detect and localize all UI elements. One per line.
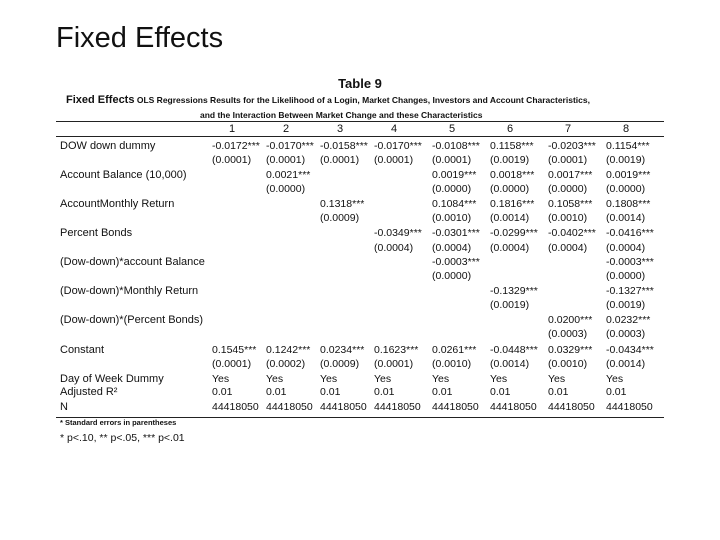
table-cell: (0.0001) — [374, 358, 414, 370]
table-cell: 0.1318*** — [320, 198, 365, 210]
column-header-6: 6 — [506, 123, 514, 135]
row-label: DOW down dummy — [60, 140, 156, 152]
table-cell: (0.0010) — [432, 212, 472, 224]
table-cell: (0.0004) — [490, 242, 530, 254]
table-cell: (0.0019) — [606, 299, 646, 311]
column-header-7: 7 — [564, 123, 572, 135]
table-cell: (0.0019) — [490, 154, 530, 166]
table-cell: (0.0014) — [490, 358, 530, 370]
table-cell: -0.0203*** — [548, 140, 596, 152]
table-cell: (0.0001) — [212, 358, 252, 370]
table-cell: Yes — [490, 373, 508, 385]
row-label: AccountMonthly Return — [60, 198, 175, 210]
table-cell: 44418050 — [374, 401, 421, 413]
table-cell: 0.01 — [320, 386, 341, 398]
table-cell: 44418050 — [320, 401, 367, 413]
subtitle-rest: OLS Regressions Results for the Likelihood of a Login, Market Changes, Investors and Account Characteristics, — [136, 95, 590, 105]
table-cell: (0.0004) — [548, 242, 588, 254]
table-cell: (0.0010) — [548, 212, 588, 224]
column-header-8: 8 — [622, 123, 630, 135]
table-cell: (0.0003) — [548, 328, 588, 340]
table-cell: 0.01 — [374, 386, 395, 398]
table-cell: (0.0010) — [548, 358, 588, 370]
table-cell: (0.0014) — [606, 358, 646, 370]
table-cell: (0.0002) — [266, 358, 306, 370]
table-cell: (0.0014) — [490, 212, 530, 224]
table-cell: 44418050 — [606, 401, 653, 413]
table-cell: -0.0416*** — [606, 227, 654, 239]
table-cell: (0.0010) — [432, 358, 472, 370]
table-cell: (0.0000) — [266, 183, 306, 195]
table-cell: 0.0019*** — [432, 169, 477, 181]
table-cell: 44418050 — [212, 401, 259, 413]
table-cell: 0.1545*** — [212, 344, 257, 356]
table-cell: (0.0003) — [606, 328, 646, 340]
table-cell: Yes — [606, 373, 624, 385]
top-rule — [56, 121, 664, 122]
table-cell: 0.1623*** — [374, 344, 419, 356]
footnote-standard-errors: * Standard errors in parentheses — [60, 418, 177, 427]
table-cell: 0.1242*** — [266, 344, 311, 356]
table-cell: 0.01 — [606, 386, 627, 398]
table-cell: Yes — [212, 373, 230, 385]
table-cell: 0.1058*** — [548, 198, 593, 210]
table-cell: 44418050 — [490, 401, 537, 413]
table-cell: 0.01 — [432, 386, 453, 398]
table-cell: (0.0001) — [374, 154, 414, 166]
table-title: Table 9 — [338, 76, 382, 91]
table-cell: Yes — [266, 373, 284, 385]
table-cell: 0.0200*** — [548, 314, 593, 326]
row-label: Account Balance (10,000) — [60, 169, 187, 181]
table-cell: (0.0000) — [606, 183, 646, 195]
table-cell: 0.1158*** — [490, 140, 534, 152]
table-cell: 0.01 — [212, 386, 233, 398]
table-cell: 0.0017*** — [548, 169, 593, 181]
table-cell: (0.0004) — [432, 242, 472, 254]
table-cell: (0.0009) — [320, 358, 360, 370]
row-label: (Dow-down)*account Balance — [60, 256, 205, 268]
table-cell: -0.0299*** — [490, 227, 538, 239]
table-cell: (0.0000) — [432, 270, 472, 282]
table-cell: 0.0329*** — [548, 344, 593, 356]
table-cell: Yes — [320, 373, 338, 385]
table-cell: 0.1808*** — [606, 198, 651, 210]
header-rule — [56, 136, 664, 137]
table-cell: -0.0172*** — [212, 140, 260, 152]
column-header-1: 1 — [228, 123, 236, 135]
table-cell: -0.0158*** — [320, 140, 368, 152]
row-label: Constant — [60, 344, 105, 356]
column-header-3: 3 — [336, 123, 344, 135]
table-cell: -0.0170*** — [266, 140, 314, 152]
table-cell: 0.1816*** — [490, 198, 535, 210]
table-subtitle-line2: and the Interaction Between Market Change and these Characteristics — [200, 110, 483, 120]
table-cell: 0.1154*** — [606, 140, 650, 152]
table-cell: -0.0434*** — [606, 344, 654, 356]
table-cell: 44418050 — [432, 401, 479, 413]
table-cell: 0.0019*** — [606, 169, 651, 181]
row-label: Percent Bonds — [60, 227, 133, 239]
footnote-significance: * p<.10, ** p<.05, *** p<.01 — [60, 432, 185, 444]
row-label: Day of Week Dummy — [60, 373, 164, 385]
table-cell: (0.0000) — [606, 270, 646, 282]
table-cell: (0.0014) — [606, 212, 646, 224]
table-cell: (0.0001) — [266, 154, 306, 166]
row-label: Adjusted R² — [60, 386, 118, 398]
column-header-5: 5 — [448, 123, 456, 135]
regression-table — [56, 76, 664, 446]
table-cell: -0.1329*** — [490, 285, 538, 297]
table-cell: (0.0001) — [320, 154, 360, 166]
table-cell: (0.0001) — [212, 154, 252, 166]
table-cell: (0.0004) — [606, 242, 646, 254]
row-label: (Dow-down)*Monthly Return — [60, 285, 199, 297]
table-cell: (0.0009) — [320, 212, 360, 224]
table-cell: -0.0108*** — [432, 140, 480, 152]
table-cell: 0.0232*** — [606, 314, 651, 326]
column-header-4: 4 — [390, 123, 398, 135]
table-cell: -0.0448*** — [490, 344, 538, 356]
row-label: (Dow-down)*(Percent Bonds) — [60, 314, 204, 326]
table-cell: Yes — [548, 373, 566, 385]
column-header-2: 2 — [282, 123, 290, 135]
table-cell: 0.0234*** — [320, 344, 365, 356]
table-cell: (0.0019) — [606, 154, 646, 166]
table-cell: (0.0001) — [432, 154, 472, 166]
table-cell: -0.0003*** — [432, 256, 480, 268]
table-cell: 44418050 — [548, 401, 595, 413]
table-cell: (0.0019) — [490, 299, 530, 311]
table-cell: -0.0349*** — [374, 227, 422, 239]
table-cell: 0.01 — [266, 386, 287, 398]
table-cell: -0.0003*** — [606, 256, 654, 268]
table-cell: -0.0301*** — [432, 227, 480, 239]
table-cell: (0.0000) — [490, 183, 530, 195]
table-cell: 0.0021*** — [266, 169, 311, 181]
table-cell: -0.0170*** — [374, 140, 422, 152]
slide-title: Fixed Effects — [56, 22, 224, 54]
table-cell: -0.1327*** — [606, 285, 654, 297]
table-cell: Yes — [374, 373, 392, 385]
table-cell: (0.0000) — [432, 183, 472, 195]
table-cell: -0.0402*** — [548, 227, 596, 239]
table-cell: 0.01 — [548, 386, 569, 398]
table-cell: Yes — [432, 373, 450, 385]
table-cell: (0.0004) — [374, 242, 414, 254]
table-cell: (0.0000) — [548, 183, 588, 195]
table-cell: 0.1084*** — [432, 198, 477, 210]
subtitle-prefix: Fixed Effects — [66, 94, 135, 106]
table-cell: 0.0018*** — [490, 169, 535, 181]
row-label: N — [60, 401, 68, 413]
table-cell: (0.0001) — [548, 154, 588, 166]
table-cell: 0.0261*** — [432, 344, 477, 356]
table-cell: 0.01 — [490, 386, 511, 398]
table-cell: 44418050 — [266, 401, 313, 413]
table-subtitle — [66, 94, 590, 106]
